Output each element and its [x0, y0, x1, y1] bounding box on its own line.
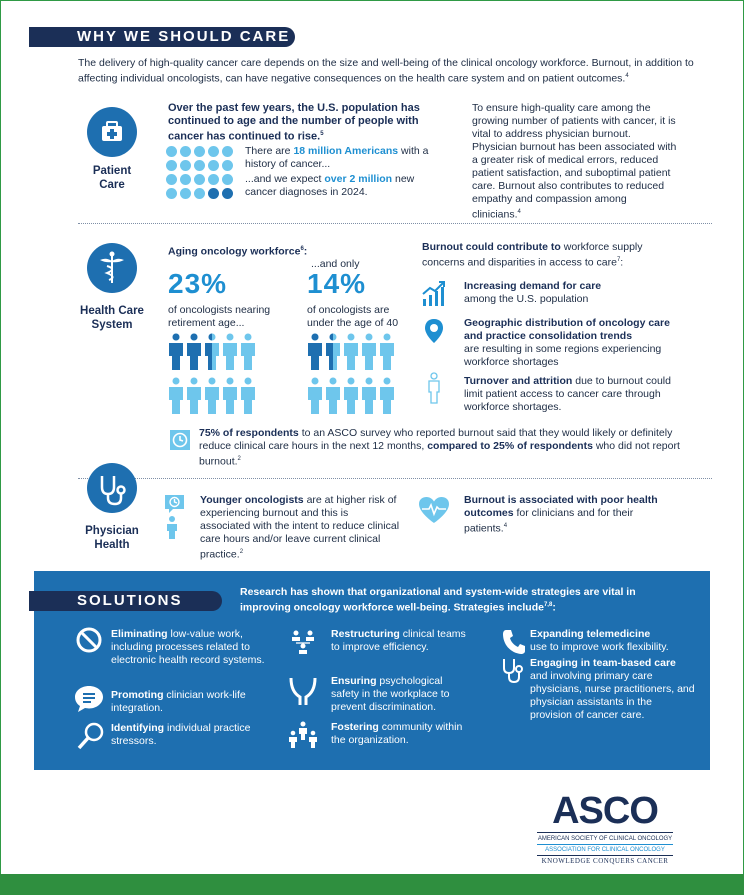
pct-23-text: of oncologists nearing retirement age...	[168, 304, 271, 329]
solution-identifying: Identifying individual practice stressors.	[111, 722, 251, 747]
solutions-intro: Research has shown that organizational and system-wide strategies are vital in improving oncology workforce well-being. Strategies include$^{7,8}$:	[240, 586, 636, 614]
solution-telemedicine: Expanding telemedicine use to improve work flexibility.	[530, 628, 669, 653]
person-figure	[307, 377, 323, 415]
section-title-why: WHY WE SHOULD CARE	[29, 27, 295, 47]
person-dot	[222, 146, 233, 157]
burnout-item-1: Increasing demand for care among the U.S. population	[464, 280, 602, 305]
divider-1	[78, 223, 712, 224]
location-pin-icon	[424, 318, 444, 344]
bottom-bar	[0, 874, 744, 895]
patient-care-label: Patient Care	[92, 165, 132, 191]
asco-logo	[537, 792, 673, 866]
burnout-contribute-title: Burnout could contribute to workforce supply concerns and disparities in access to care$^7$:	[422, 241, 643, 269]
person-dot	[208, 174, 219, 185]
patient-care-heading: Over the past few years, the U.S. population has continued to age and the number of people with cancer has continued to rise.$^5$	[168, 102, 420, 143]
asco-logo-line2: ASSOCIATION FOR CLINICAL ONCOLOGY	[537, 844, 673, 854]
solution-fostering: Fostering community within the organization.	[331, 721, 463, 746]
team-structure-icon	[290, 629, 316, 655]
person-figure	[325, 377, 341, 415]
person-dot	[194, 160, 205, 171]
person-outline-icon	[427, 372, 441, 404]
growth-chart-icon	[421, 279, 447, 307]
asco-logo-line3: KNOWLEDGE CONQUERS CANCER	[537, 855, 673, 866]
solution-ensuring: Ensuring psychological safety in the workplace to prevent discrimination.	[331, 675, 450, 713]
person-dot	[194, 188, 205, 199]
person-figure	[379, 333, 395, 371]
solutions-panel	[34, 571, 710, 770]
survey-text: 75% of respondents to an ASCO survey who reported burnout said that they would likely or definitely reduce clinical care hours in the next 12 months, compared to 25% of respondents who did not report burnout.$^2$	[199, 427, 680, 468]
asco-logo-name: ASCO	[552, 790, 658, 832]
physician-left-text: Younger oncologists are at higher risk of experiencing burnout and this is associated with the intent to reduce clinical care hours and/or leave current clinical practice.$^2$	[200, 494, 400, 561]
person-figure	[186, 377, 202, 415]
caduceus-icon	[87, 243, 137, 293]
stethoscope-small-icon	[501, 657, 525, 687]
person-figure	[361, 333, 377, 371]
person-figure	[379, 377, 395, 415]
person-clock-icon	[164, 494, 190, 540]
magnifier-icon	[76, 721, 106, 751]
person-dot	[208, 188, 219, 199]
heart-pulse-icon	[418, 496, 450, 524]
person-dot	[194, 174, 205, 185]
intro-text: The delivery of high-quality cancer care depends on the size and well-being of the clinical oncology workforce. Burnout, in addition to affecting individual oncologists, can have negative consequences on the health care system and on patient outcomes.$^4$	[78, 57, 694, 85]
patient-stat-1: There are 18 million Americans with a history of cancer...	[245, 145, 429, 170]
person-figure	[168, 377, 184, 415]
aging-workforce-title: Aging oncology workforce$^6$:	[168, 245, 308, 258]
clock-icon	[170, 430, 190, 450]
person-figure	[222, 377, 238, 415]
person-dot	[180, 174, 191, 185]
people-grid-14	[307, 333, 397, 417]
people-grid-23	[168, 333, 258, 417]
person-figure	[204, 333, 220, 371]
pct-23: 23%	[168, 268, 228, 299]
person-dot	[208, 160, 219, 171]
section-title-solutions: SOLUTIONS	[29, 591, 222, 611]
community-icon	[288, 721, 318, 749]
person-figure	[168, 333, 184, 371]
person-dot	[208, 146, 219, 157]
divider-2	[78, 478, 712, 479]
prohibited-icon	[76, 627, 102, 653]
patient-care-icon	[87, 107, 137, 157]
person-dot	[166, 188, 177, 199]
person-dot	[166, 174, 177, 185]
pct-14-text: of oncologists are under the age of 40	[307, 304, 399, 329]
pct-14: 14%	[307, 268, 367, 299]
person-figure	[343, 377, 359, 415]
solution-restructuring: Restructuring clinical teams to improve efficiency.	[331, 628, 466, 653]
patient-care-right-text: To ensure high-quality care among the growing number of patients with cancer, it is vital to address physician burnout. Physician burnout has been associated with a greater risk of medical errors, reduced patient satisfaction, and suboptimal patient care. Burnout also contributes to reduced empathy and compassion among clinicians.$^4$	[472, 102, 677, 221]
person-figure	[325, 333, 341, 371]
asco-logo-line1: AMERICAN SOCIETY OF CLINICAL ONCOLOGY	[537, 832, 673, 843]
person-figure	[186, 333, 202, 371]
person-figure	[307, 333, 323, 371]
person-figure	[204, 377, 220, 415]
hands-icon	[288, 676, 318, 706]
person-figure	[361, 377, 377, 415]
person-dot	[194, 146, 205, 157]
solution-eliminating: Eliminating low-value work, including processes related to electronic health record systems.	[111, 628, 265, 666]
person-dot	[180, 188, 191, 199]
chat-bubble-icon	[74, 685, 104, 713]
person-figure	[222, 333, 238, 371]
patient-stat-2: ...and we expect over 2 million new cancer diagnoses in 2024.	[245, 173, 415, 198]
stethoscope-icon	[87, 463, 137, 513]
and-only-text: ...and only	[311, 258, 360, 270]
person-dot	[222, 188, 233, 199]
person-dot	[180, 146, 191, 157]
person-figure	[240, 333, 256, 371]
physician-right-text: Burnout is associated with poor health outcomes for clinicians and for their patients.$^4$	[464, 494, 658, 535]
physician-health-label: Physician Health	[85, 525, 139, 551]
person-dot	[222, 160, 233, 171]
person-dot	[222, 174, 233, 185]
person-dot	[180, 160, 191, 171]
burnout-item-2: Geographic distribution of oncology care and practice consolidation trends are resulting in some regions experiencing workforce shortages	[464, 317, 670, 368]
phone-icon	[502, 629, 526, 655]
people-dots-grid	[166, 146, 236, 202]
person-dot	[166, 160, 177, 171]
solution-team-care: Engaging in team-based care and involving primary care physicians, nurse practitioners, and physician assistants in the provision of cancer care.	[530, 657, 695, 721]
person-dot	[166, 146, 177, 157]
person-figure	[343, 333, 359, 371]
health-system-label: Health Care System	[80, 305, 144, 331]
burnout-item-3: Turnover and attrition due to burnout could limit patient access to cancer care through workforce shortages.	[464, 375, 671, 413]
person-figure	[240, 377, 256, 415]
solution-promoting: Promoting clinician work-life integration.	[111, 689, 246, 714]
